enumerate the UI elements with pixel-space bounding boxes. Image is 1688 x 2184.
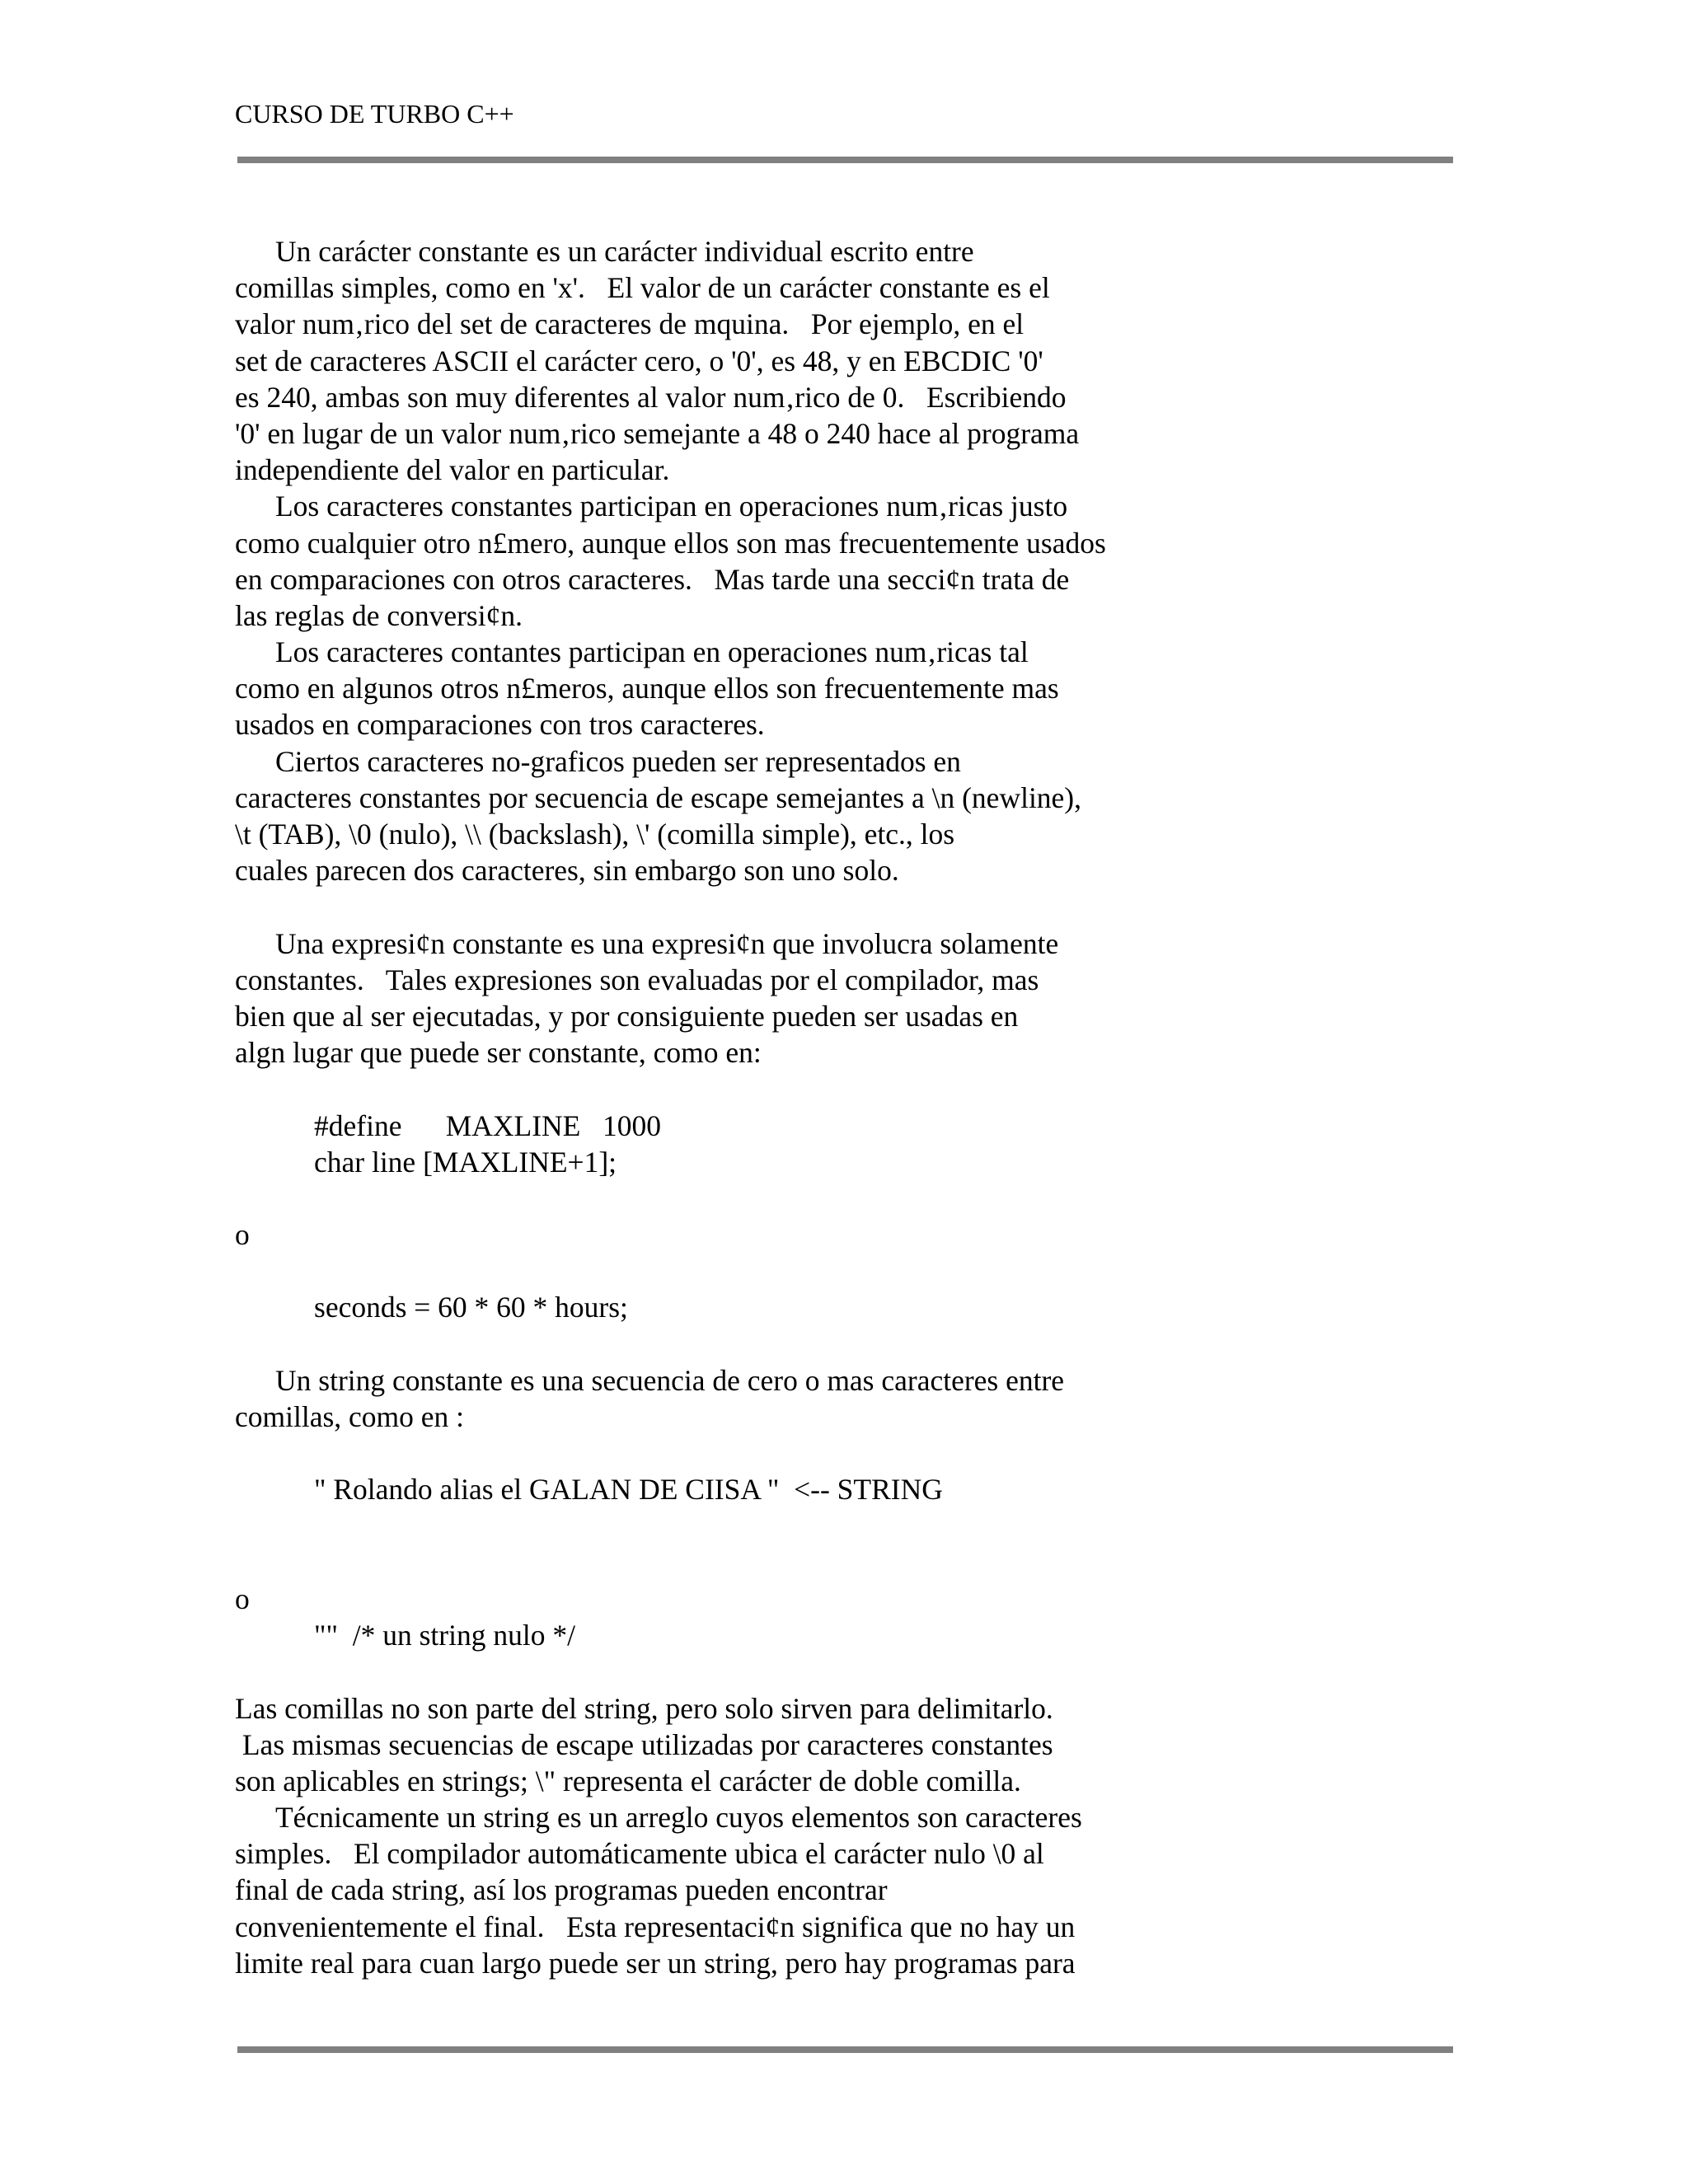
text-line: Las mismas secuencias de escape utilizadas por caracteres constantes xyxy=(235,1727,1053,1761)
text-line: limite real para cuan largo puede ser un string, pero hay programas para xyxy=(235,1946,1076,1980)
text-line: valor num‚rico del set de caracteres de mquina. Por ejemplo, en el xyxy=(235,307,1025,341)
text-line: como cualquier otro n£mero, aunque ellos son mas frecuentemente usados xyxy=(235,526,1106,560)
text-line: convenientemente el final. Esta representaci¢n significa que no hay un xyxy=(235,1910,1076,1943)
blank-line xyxy=(0,888,1688,925)
text-line: \t (TAB), \0 (nulo), \\ (backslash), \' (comilla simple), etc., los xyxy=(235,818,955,851)
document-body xyxy=(0,233,1688,1981)
text-line: "" /* un string nulo */ xyxy=(314,1619,575,1652)
text-line: bien que al ser ejecutadas, y por consiguiente pueden ser usadas en xyxy=(235,999,1019,1033)
text-line: final de cada string, así los programas pueden encontrar xyxy=(235,1873,888,1907)
text-line: cuales parecen dos caracteres, sin embargo son uno solo. xyxy=(235,854,899,888)
text-line: seconds = 60 * 60 * hours; xyxy=(314,1291,628,1324)
text-line: independiente del valor en particular. xyxy=(235,453,670,487)
footer-rule xyxy=(237,2046,1453,2053)
text-line: set de caracteres ASCII el carácter cero, o '0', es 48, y en EBCDIC '0' xyxy=(235,344,1043,377)
text-line: constantes. Tales expresiones son evaluadas por el compilador, mas xyxy=(235,963,1039,996)
blank-line xyxy=(0,1653,1688,1690)
text-line: caracteres constantes por secuencia de escape semejantes a \n (newline), xyxy=(235,780,1082,814)
text-line: las reglas de conversi¢n. xyxy=(235,598,523,632)
text-line: comillas, como en : xyxy=(235,1400,465,1433)
text-line: usados en comparaciones con tros caracteres. xyxy=(235,708,765,742)
text-line: o xyxy=(235,1218,250,1252)
text-line: Ciertos caracteres no-graficos pueden ser representados en xyxy=(275,744,961,778)
text-line: Técnicamente un string es un arreglo cuyos elementos son caracteres xyxy=(275,1801,1082,1835)
blank-line xyxy=(0,1071,1688,1107)
blank-line xyxy=(0,1508,1688,1544)
text-line: " Rolando alias el GALAN DE CIISA " <-- STRING xyxy=(314,1473,943,1507)
text-line: son aplicables en strings; \" representa el carácter de doble comilla. xyxy=(235,1764,1021,1797)
page-header: CURSO DE TURBO C++ xyxy=(235,99,514,129)
text-line: Un string constante es una secuencia de cero o mas caracteres entre xyxy=(275,1363,1065,1397)
text-line: Las comillas no son parte del string, pero solo sirven para delimitarlo. xyxy=(235,1691,1053,1725)
blank-line xyxy=(0,1435,1688,1471)
blank-line xyxy=(0,1544,1688,1581)
text-line: como en algunos otros n£meros, aunque ellos son frecuentemente mas xyxy=(235,672,1059,705)
blank-line xyxy=(0,1326,1688,1362)
text-line: Los caracteres constantes participan en operaciones num‚ricas justo xyxy=(275,490,1068,523)
text-line: es 240, ambas son muy diferentes al valor num‚rico de 0. Escribiendo xyxy=(235,380,1067,414)
text-line: char line [MAXLINE+1]; xyxy=(314,1145,617,1179)
blank-line xyxy=(0,1180,1688,1216)
text-line: o xyxy=(235,1582,250,1615)
text-line: comillas simples, como en 'x'. El valor de un carácter constante es el xyxy=(235,271,1050,305)
text-line: #define MAXLINE 1000 xyxy=(314,1108,661,1142)
text-line: algn lugar que puede ser constante, como en: xyxy=(235,1036,762,1070)
header-rule xyxy=(237,157,1453,163)
text-line: Los caracteres contantes participan en operaciones num‚ricas tal xyxy=(275,635,1029,669)
blank-line xyxy=(0,1253,1688,1289)
text-line: simples. El compilador automáticamente ubica el carácter nulo \0 al xyxy=(235,1837,1044,1871)
text-line: Una expresi¢n constante es una expresi¢n que involucra solamente xyxy=(275,926,1059,960)
text-line: en comparaciones con otros caracteres. Mas tarde una secci¢n trata de xyxy=(235,562,1070,596)
text-line: Un carácter constante es un carácter individual escrito entre xyxy=(275,235,974,268)
text-line: '0' en lugar de un valor num‚rico semejante a 48 o 240 hace al programa xyxy=(235,416,1080,450)
